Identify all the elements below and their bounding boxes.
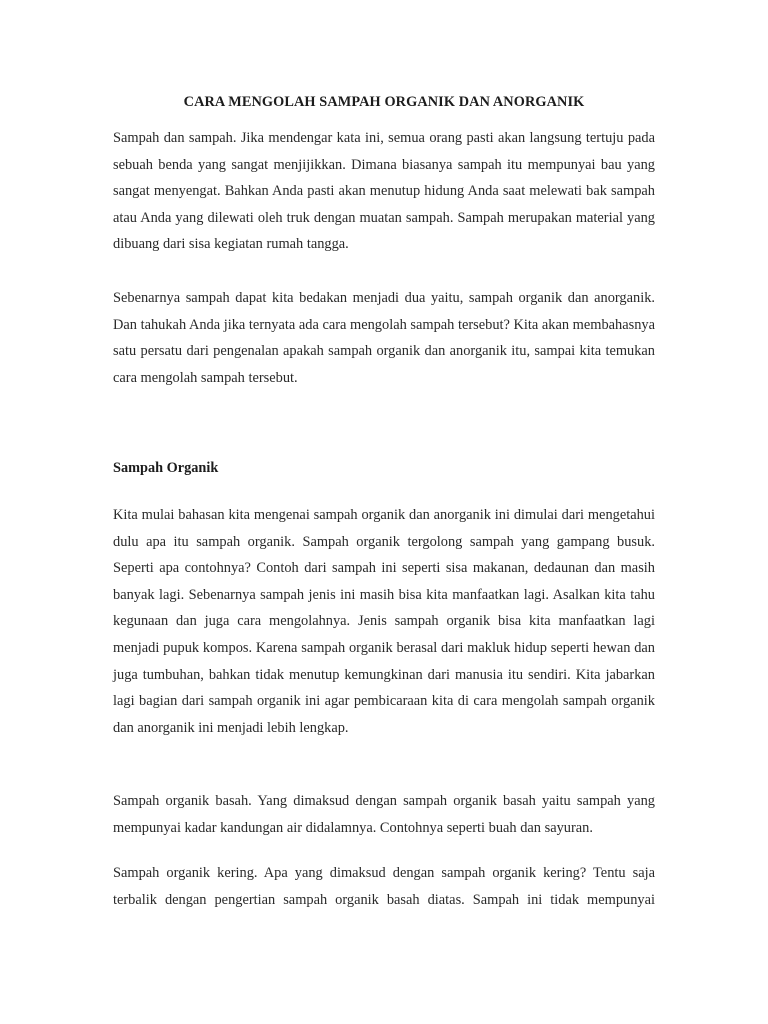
section-paragraph-1: Kita mulai bahasan kita mengenai sampah organik dan anorganik ini dimulai dari mengetahui dulu apa itu sampah organik. Sampah organik tergolong sampah yang gampang busuk. Seperti apa contohnya? Contoh dari sampah ini seperti sisa makanan, dedaunan dan masih banyak lagi. Sebenarnya sampah jenis ini masih bisa kita manfaatkan lagi. Asalkan kita tahu kegunaan dan juga cara mengolahnya. Jenis sampah organik bisa kita manfaatkan lagi menjadi pupuk kompos. Karena sampah organik berasal dari makluk hidup seperti hewan dan juga tumbuhan, bahkan tidak menutup kemungkinan dari manusia itu sendiri. Kita jabarkan lagi bagian dari sampah organik ini agar pembicaraan kita di cara mengolah sampah organik dan anorganik ini menjadi lebih lengkap. bbox=[113, 507, 655, 736]
intro-paragraph-2: Sebenarnya sampah dapat kita bedakan menjadi dua yaitu, sampah organik dan anorganik. Dan tahukah Anda jika ternyata ada cara mengolah sampah tersebut? Kita akan membahasnya satu persatu dari pengenalan apakah sampah organik dan anorganik itu, sampai kita temukan cara mengolah sampah tersebut. bbox=[113, 290, 655, 386]
section-heading: Sampah Organik bbox=[113, 460, 219, 476]
section-paragraph-2: Sampah organik basah. Yang dimaksud dengan sampah organik basah yaitu sampah yang mempunyai kadar kandungan air didalamnya. Contohnya seperti buah dan sayuran. bbox=[113, 793, 655, 836]
document-title: CARA MENGOLAH SAMPAH ORGANIK DAN ANORGANIK bbox=[183, 94, 585, 110]
intro-paragraph-1: Sampah dan sampah. Jika mendengar kata ini, semua orang pasti akan langsung tertuju pada sebuah benda yang sangat menjijikkan. Dimana biasanya sampah itu mempunyai bau yang sangat menyengat. Bahkan Anda pasti akan menutup hidung Anda saat melewati bak sampah atau Anda yang dilewati oleh truk dengan muatan sampah. Sampah merupakan material yang dibuang dari sisa kegiatan rumah tangga. bbox=[113, 130, 655, 253]
section-paragraph-3: Sampah organik kering. Apa yang dimaksud dengan sampah organik kering? Tentu saja terbalik dengan pengertian sampah organik basah diatas. Sampah ini tidak mempunyai bbox=[113, 865, 655, 908]
